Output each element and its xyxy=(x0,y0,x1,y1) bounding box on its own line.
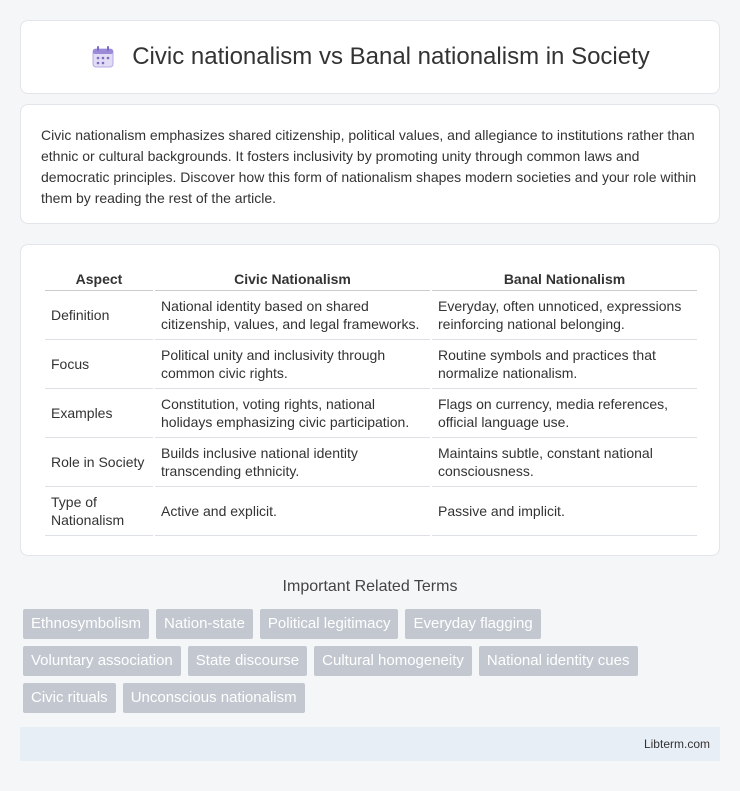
intro-card xyxy=(20,104,720,224)
table-row xyxy=(45,340,697,389)
term-tag[interactable]: Cultural homogeneity xyxy=(314,646,472,676)
comparison-table xyxy=(43,267,699,536)
table-row xyxy=(45,291,697,340)
term-tag[interactable]: National identity cues xyxy=(479,646,638,676)
tag-row xyxy=(23,646,723,676)
related-terms-title: Important Related Terms xyxy=(282,578,458,595)
header-aspect: Aspect xyxy=(45,267,153,291)
title-wrap xyxy=(90,43,650,71)
intro-text: Civic nationalism emphasizes shared citizenship, political values, and allegiance to institutions rather than ethnic or cultural backgrounds. It fosters inclusivity by promoting unity through common laws and democratic principles. Discover how this form of nationalism shapes modern societies and your role within them by reading the rest of the article. xyxy=(41,127,697,206)
header-card xyxy=(20,20,720,94)
cell-aspect: Examples xyxy=(45,389,153,438)
term-tag[interactable]: Nation-state xyxy=(156,609,253,639)
cell-banal: Flags on currency, media references, official language use. xyxy=(432,389,697,438)
cell-civic: Political unity and inclusivity through common civic rights. xyxy=(155,340,430,389)
cell-civic: Constitution, voting rights, national holidays emphasizing civic participation. xyxy=(155,389,430,438)
cell-aspect: Focus xyxy=(45,340,153,389)
table-row xyxy=(45,487,697,536)
cell-civic: Builds inclusive national identity transcending ethnicity. xyxy=(155,438,430,487)
calendar-icon xyxy=(90,44,116,70)
page-title: Civic nationalism vs Banal nationalism in Society xyxy=(132,43,650,70)
cell-aspect: Definition xyxy=(45,291,153,340)
term-tag[interactable]: Political legitimacy xyxy=(260,609,399,639)
term-tag[interactable]: Everyday flagging xyxy=(405,609,540,639)
cell-civic: Active and explicit. xyxy=(155,487,430,536)
footer xyxy=(20,727,720,761)
table-row xyxy=(45,438,697,487)
tag-row xyxy=(23,683,723,713)
cell-banal: Maintains subtle, constant national consciousness. xyxy=(432,438,697,487)
comparison-card xyxy=(20,244,720,556)
term-tag[interactable]: Voluntary association xyxy=(23,646,181,676)
cell-aspect: Role in Society xyxy=(45,438,153,487)
related-terms xyxy=(23,609,723,720)
table-row xyxy=(45,389,697,438)
term-tag[interactable]: Civic rituals xyxy=(23,683,116,713)
footer-site[interactable]: Libterm.com xyxy=(643,737,710,751)
cell-civic: National identity based on shared citizenship, values, and legal frameworks. xyxy=(155,291,430,340)
cell-aspect: Type of Nationalism xyxy=(45,487,153,536)
term-tag[interactable]: Ethnosymbolism xyxy=(23,609,149,639)
cell-banal: Passive and implicit. xyxy=(432,487,697,536)
cell-banal: Routine symbols and practices that normalize nationalism. xyxy=(432,340,697,389)
term-tag[interactable]: State discourse xyxy=(188,646,307,676)
table-header-row xyxy=(45,267,697,291)
term-tag[interactable]: Unconscious nationalism xyxy=(123,683,305,713)
header-banal: Banal Nationalism xyxy=(432,267,697,291)
cell-banal: Everyday, often unnoticed, expressions reinforcing national belonging. xyxy=(432,291,697,340)
header-civic: Civic Nationalism xyxy=(155,267,430,291)
tag-row xyxy=(23,609,723,639)
